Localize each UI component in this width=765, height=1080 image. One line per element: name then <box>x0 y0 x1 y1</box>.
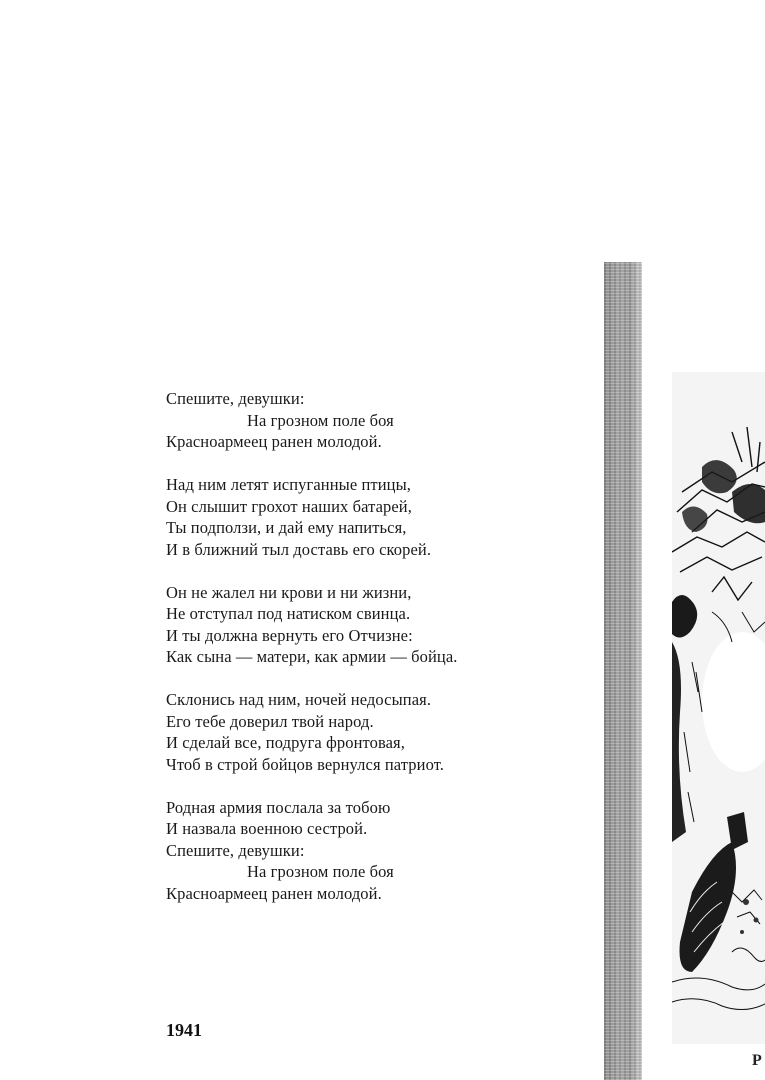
poem-line: И назвала военною сестрой. <box>166 819 368 838</box>
poem-line: И ты должна вернуть его Отчизне: <box>166 625 413 645</box>
poem-line: Ты подползи, и дай ему напиться, <box>166 518 407 537</box>
stanza <box>166 474 566 560</box>
poem-line: Красноармеец ранен молодой. <box>166 883 382 903</box>
poem-line: Чтоб в строй бойцов вернулся патриот. <box>166 754 445 774</box>
poem-line: Спешите, девушки: <box>166 389 305 408</box>
poem-line: Красноармеец ранен молодой. <box>166 432 382 451</box>
stanza <box>166 689 566 775</box>
stanza <box>166 388 566 453</box>
poem-line: И сделай все, подруга фронтовая, <box>166 733 405 752</box>
poem-line: Его тебе доверил твой народ. <box>166 711 374 731</box>
stanza <box>166 797 566 905</box>
poem-line: Он не жалел ни крови и ни жизни, <box>166 582 412 602</box>
poem-line: Склонись над ним, ночей недосыпая. <box>166 690 432 709</box>
poem <box>166 388 566 926</box>
poem-line: Родная армия послала за тобою <box>166 797 391 817</box>
poem-line: На грозном поле боя <box>247 862 394 881</box>
poem-line: Спешите, девушки: <box>166 840 305 860</box>
gutter-strip <box>604 262 642 1080</box>
caption-fragment: Р <box>752 1052 762 1069</box>
poem-line: На грозном поле боя <box>247 410 394 430</box>
poem-line: Он слышит грохот наших батарей, <box>166 496 412 516</box>
illustration <box>672 372 765 1044</box>
poem-line: И в ближний тыл доставь его скорей. <box>166 539 432 559</box>
poem-year: 1941 <box>166 1020 202 1040</box>
poem-line: Как сына — матери, как армии — бойца. <box>166 647 458 666</box>
poem-line: Над ним летят испуганные птицы, <box>166 475 411 494</box>
poem-line: Не отступал под натиском свинца. <box>166 604 411 623</box>
stanza <box>166 582 566 668</box>
